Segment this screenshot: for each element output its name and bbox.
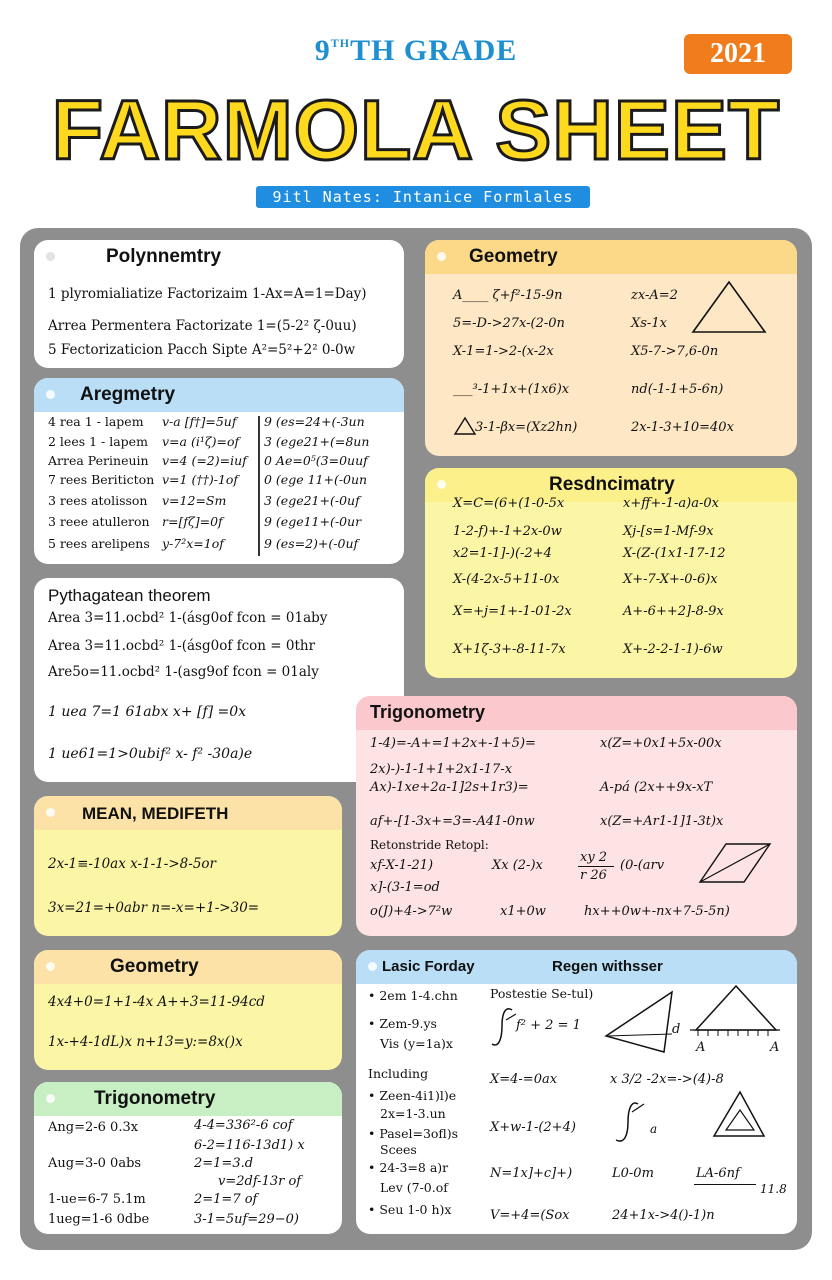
year-badge: 2021 <box>684 34 792 74</box>
formula-line: f² + 2 = 1 <box>516 1018 581 1033</box>
mean-header: MEAN, MEDIFETH <box>34 796 342 830</box>
vertex-label: A <box>696 1040 706 1055</box>
polynomial-header: Polynnemtry <box>34 240 404 274</box>
integral-icon <box>614 1100 648 1146</box>
bullet-item: Zeen-4i1)l)e <box>379 1088 457 1103</box>
formula-line: 1 ue61=1>0ubif² x- f² -30a)e <box>48 746 253 762</box>
parallelogram-figure <box>698 842 772 886</box>
geometry-right-card <box>425 240 797 456</box>
formula-line: zx-A=2 <box>631 288 678 303</box>
formula-line: Ax)-1xe+2a-1]2s+1r3)= <box>370 780 529 795</box>
section-subtitle: Retonstride Retopl: <box>370 838 489 852</box>
trig-right-header: Trigonometry <box>356 696 797 730</box>
formula-line: xf-X-1-21) <box>370 858 434 873</box>
bullet-item: Lev (7-0.of <box>380 1180 448 1195</box>
triangle-figure <box>691 280 767 336</box>
formula-line: 1ueg=1-6 0dbe <box>48 1212 150 1227</box>
bullet-dot-icon <box>437 252 446 261</box>
geometry-left-header: Geometry <box>34 950 342 984</box>
section-title: Pythagatean theorem <box>48 586 211 605</box>
formula-line: 3-1=5uf=29−0) <box>194 1212 299 1227</box>
formula-line: 3 reee atulleron <box>48 514 150 529</box>
formula-line: 4 rea 1 - lapem <box>48 414 144 429</box>
formula-line: xy 2 <box>580 850 608 865</box>
triangle-figure <box>710 1090 766 1144</box>
formula-line: 2=1=3.d <box>194 1156 254 1171</box>
bullet-item: Seu 1-0 h)x <box>379 1202 452 1217</box>
formula-line: 2x)-)-1-1+1+2x1-17-x <box>370 762 513 777</box>
formula-line: v=4 (=2)=iuf <box>162 453 247 468</box>
formula-line: 9 (es=2)+(-0uf <box>264 536 359 551</box>
formula-line: A____ ζ+f²-15-9n <box>453 288 563 303</box>
formula-line: y-7²x=1of <box>162 536 224 551</box>
formula-line: X-1=1->2-(x-2x <box>453 344 554 359</box>
formula-line: X=C=(6+(1-0-5x <box>453 496 565 511</box>
formula-line: 24+1x->4()-1)n <box>612 1208 715 1223</box>
resdnemitry-header: Resdncimatry <box>425 468 797 502</box>
formula-line: 2=1=7 of <box>194 1192 258 1207</box>
bullet-item: Pasel=3ofl)s <box>379 1126 459 1141</box>
triangle-figure <box>604 990 681 1056</box>
formula-line: x+ff+-1-a)a-0x <box>623 496 719 511</box>
formula-line: X+-7-X+-0-6)x <box>623 572 718 587</box>
resdnemitry-card <box>425 468 797 678</box>
formula-line: 5=-D->27x-(2-0n <box>453 316 565 331</box>
section-subtitle: Including <box>368 1066 429 1081</box>
page-title: FARMOLA SHEET <box>51 83 781 177</box>
bullet-dot-icon <box>46 1094 55 1103</box>
column-divider <box>258 416 260 556</box>
bullet-item: 2em 1-4.chn <box>379 988 458 1003</box>
geometry-right-header: Geometry <box>425 240 797 274</box>
formula-line: 3 rees atolisson <box>48 493 148 508</box>
formula-line: X+1ζ-3+-8-11-7x <box>453 642 566 657</box>
lasic-header: Lasic Forday Regen withsser <box>356 950 797 984</box>
formula-line: 3 (ege21+(-0uf <box>264 493 360 508</box>
formula-line: Area 3=11.ocbd² 1-(ásg0of fcon = 0thr <box>48 638 316 654</box>
vertex-label: d <box>672 1022 681 1037</box>
formula-line: 1x-+4-1dL)x n+13=y:=8x()x <box>48 1034 243 1050</box>
formula-line: Arrea Perineuin <box>48 453 149 468</box>
formula-line: 1-2-f)+-1+2x-0w <box>453 524 562 539</box>
formula-line: X-(Z-(1x1-17-12 <box>623 546 726 561</box>
bullet-dot-icon <box>46 252 55 261</box>
formula-line: v-a [f†]=5uf <box>162 414 237 429</box>
pythagorean-card <box>34 578 404 782</box>
formula-line: 4x4+0=1+1-4x A++3=11-94cd <box>48 994 265 1010</box>
bullet-item: Vis (y=1a)x <box>380 1036 453 1051</box>
formula-line: L0-0m <box>612 1166 654 1181</box>
bullet-item: 2x=1-3.un <box>380 1106 446 1121</box>
formula-line: N=1x]+c]+) <box>490 1166 573 1181</box>
aregmetry-card <box>34 378 404 564</box>
formula-line: 6-2=116-13d1) x <box>194 1138 305 1153</box>
formula-line: x(Z=+0x1+5x-00x <box>600 736 722 751</box>
formula-line: 2 lees 1 - lapem <box>48 434 148 449</box>
formula-line: 2x-1-3+10=40x <box>631 420 734 435</box>
formula-line: X-(4-2x-5+11-0x <box>453 572 560 587</box>
formula-line: 11.8 <box>760 1182 787 1196</box>
formula-line: X+w-1-(2+4) <box>490 1120 576 1135</box>
grade-heading: 9THTH GRADE <box>314 34 518 67</box>
formula-line: X=4-=0ax <box>490 1072 558 1087</box>
formula-line: X+-2-2-1-1)-6w <box>623 642 723 657</box>
formula-line: 9 (ege11+(-0ur <box>264 514 362 529</box>
formula-line: v=2df-13r of <box>218 1174 302 1189</box>
formula-line: 5 rees arelipens <box>48 536 150 551</box>
bullet-dot-icon <box>368 962 377 971</box>
small-triangle-icon <box>453 416 477 436</box>
formula-line: r=[fζ]=0f <box>162 514 223 529</box>
formula-line: Xx (2-)x <box>492 858 543 873</box>
formula-line: X=+j=1+-1-01-2x <box>453 604 572 619</box>
formula-line: nd(-1-1+5-6n) <box>631 382 724 397</box>
trig-left-header: Trigonometry <box>34 1082 342 1116</box>
formula-line: Xj-[s=1-Mf-9x <box>623 524 714 539</box>
bullet-dot-icon <box>46 808 55 817</box>
fraction-bar <box>694 1184 756 1185</box>
formula-line: 0 (ege 11+(-0un <box>264 472 368 487</box>
trig-right-card <box>356 696 797 936</box>
lasic-card: Lasic Forday Regen withsser • 2em 1-4.chn • Zem-9.ys Vis (y=1a)x Postestie Se-tul) f² + 2 = 1 d A A Including • Zeen-4i1)l)e 2x=1-3.un • Pasel=3ofl)s Scees • 24-3=8 a)r Lev (7-0.of • Seu 1-0 h)x X=4-=0ax x 3/2 -2x=->(4)-8 X+w-1-(2+4) a N=1x]+c]+) L0-0m LA-6nf 11.8 V=+4=(Sox 24+1x->4()-1)n <box>356 950 797 1234</box>
formula-line: r 26 <box>580 868 607 883</box>
formula-line: x1+0w <box>500 904 546 919</box>
mean-card <box>34 796 342 936</box>
formula-line: Xs-1x <box>631 316 667 331</box>
formula-line: Arrea Permentera Factorizate 1=(5-2² ζ-0uu) <box>48 318 357 334</box>
formula-line: 5 Fectorizaticion Pacch Sipte A²=5²+2² 0-0w <box>48 342 356 358</box>
formula-line: Are5o=11.ocbd² 1-(asg9of fcon = 01aly <box>48 664 319 680</box>
formula-line: 3x=21=+0abr n=-x=+1->30= <box>48 900 260 916</box>
formula-line: LA-6nf <box>696 1166 740 1181</box>
trig-left-card <box>34 1082 342 1234</box>
bullet-item: Scees <box>380 1142 417 1157</box>
formula-line: af+-[1-3x+=3=-A41-0nw <box>370 814 535 829</box>
formula-line: 3-1-βx=(Xz2hn) <box>475 420 578 435</box>
formula-line: 0 Ae=0⁵(3=0uuf <box>264 453 368 468</box>
formula-line: x2=1-1]-)(-2+4 <box>453 546 552 561</box>
formula-line: 2x-1≡-10ax x-1-1->8-5or <box>48 856 216 872</box>
formula-line: 1 uea 7=1 61abx x+ [f] =0x <box>48 704 247 720</box>
formula-line: 9 (es=24+(-3un <box>264 414 365 429</box>
aregmetry-header: Aregmetry <box>34 378 404 412</box>
formula-line: 4-4=336²-6 cof <box>194 1118 293 1133</box>
formula-line: 1 plyromialiatize Factorizaim 1-Ax=A=1=Day) <box>48 286 367 302</box>
bullet-dot-icon <box>437 480 446 489</box>
bullet-dot-icon <box>46 962 55 971</box>
formula-line: v=12=Sm <box>162 493 227 508</box>
bullet-item: Zem-9.ys <box>379 1016 437 1031</box>
formula-line: o(J)+4->7²w <box>370 904 453 919</box>
formula-line: 3 (ege21+(=8un <box>264 434 370 449</box>
formula-line: 7 rees Beriticton <box>48 472 155 487</box>
section-subtitle: Postestie Se-tul) <box>490 986 594 1001</box>
formula-line: Area 3=11.ocbd² 1-(ásg0of fcon = 01aby <box>48 610 328 626</box>
fraction-bar <box>578 866 614 867</box>
geometry-left-card <box>34 950 342 1070</box>
formula-line: 1-4)=-A+=1+2x+-1+5)= <box>370 736 536 751</box>
formula-line: A-pá (2x++9x-xT <box>600 780 713 795</box>
subtitle-banner: 9itl Nates: Intanice Formlales <box>256 186 590 208</box>
polynomial-card <box>34 240 404 368</box>
formula-line: ___³-1+1x+(1x6)x <box>453 382 570 397</box>
formula-line: Ang=2-6 0.3x <box>48 1120 139 1135</box>
formula-line: hx++0w+-nx+7-5-5n) <box>584 904 730 919</box>
formula-line: V=+4=(Sox <box>490 1208 570 1223</box>
vertex-label: A <box>770 1040 780 1055</box>
formula-line: 1-ue=6-7 5.1m <box>48 1192 146 1207</box>
formula-line: a <box>650 1122 658 1136</box>
formula-line: x]-(3-1=od <box>370 880 440 895</box>
formula-line: X5-7->7,6-0n <box>631 344 719 359</box>
formula-line: v=1 (††)-1of <box>162 472 239 487</box>
bullet-dot-icon <box>46 390 55 399</box>
formula-line: Aug=3-0 0abs <box>48 1156 142 1171</box>
formula-line: (0-(arv <box>620 858 665 873</box>
formula-line: v=a (i¹ζ)=of <box>162 434 240 449</box>
formula-line: x 3/2 -2x=->(4)-8 <box>610 1072 724 1087</box>
bullet-item: 24-3=8 a)r <box>379 1160 449 1175</box>
formula-line: x(Z=+Ar1-1]1-3t)x <box>600 814 724 829</box>
formula-line: A+-6++2]-8-9x <box>623 604 724 619</box>
